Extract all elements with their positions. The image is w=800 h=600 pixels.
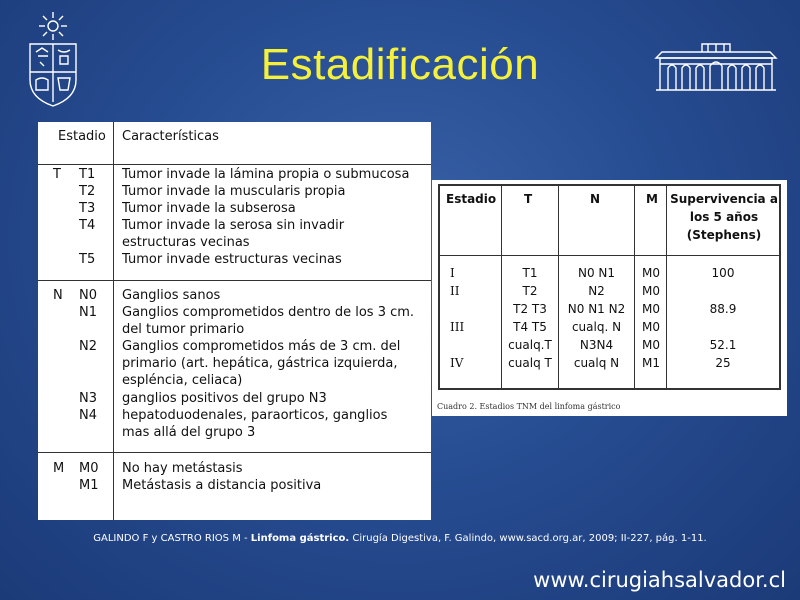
table-border (438, 388, 781, 390)
reference-source: Cirugía Digestiva, F. Galindo, www.sacd.org.ar, 2009; II-227, pág. 1-11. (349, 533, 707, 544)
row-code: T4 (79, 218, 96, 233)
row-desc: hepatoduodenales, paraorticos, ganglios (122, 408, 388, 423)
row-desc: Ganglios comprometidos más de 3 cm. del (122, 339, 401, 354)
column-divider (634, 184, 635, 390)
cell-m: M0 (642, 284, 660, 298)
cell-t: T2 T3 (513, 302, 547, 316)
header-m: M (646, 192, 658, 206)
cell-m: M0 (642, 320, 660, 334)
row-desc: primario (art. hepática, gástrica izquierda, (122, 356, 398, 371)
table-border (438, 255, 781, 256)
cell-estadio: II (450, 284, 460, 298)
row-desc: Tumor invade estructuras vecinas (122, 252, 342, 267)
cell-estadio: IV (450, 356, 464, 370)
tnm-stage-table (432, 180, 787, 416)
cell-estadio: I (450, 266, 455, 280)
header-survival: los 5 años (689, 210, 759, 224)
row-code: N1 (79, 305, 97, 320)
cell-estadio: III (450, 320, 465, 334)
row-code: M1 (79, 478, 99, 493)
header-caracteristicas: Características (122, 129, 219, 144)
cell-m: M1 (642, 356, 660, 370)
column-divider (113, 122, 114, 520)
table-border (438, 184, 781, 186)
header-estadio: Estadio (446, 192, 497, 206)
table-caption: Cuadro 2. Estadios TNM del linfoma gástrico (437, 402, 621, 411)
cell-m: M0 (642, 302, 660, 316)
cell-survival: 88.9 (709, 302, 737, 316)
row-code: N0 (79, 288, 97, 303)
row-desc: No hay metástasis (122, 461, 243, 476)
header-estadio: Estadio (58, 129, 106, 144)
section-letter-t: T (53, 167, 61, 182)
section-divider (38, 452, 431, 453)
cell-m: M0 (642, 266, 660, 280)
reference-article: Linfoma gástrico. (250, 533, 350, 544)
cell-t: T4 T5 (513, 320, 547, 334)
cell-t: cualq T (508, 356, 552, 370)
cell-t: T1 (522, 266, 538, 280)
row-desc: mas allá del grupo 3 (122, 425, 256, 440)
cell-m: M0 (642, 338, 660, 352)
row-desc: Ganglios sanos (122, 288, 221, 303)
website-url: www.cirugiahsalvador.cl (533, 568, 786, 592)
header-survival: Supervivencia a (670, 192, 778, 206)
row-desc: Metástasis a distancia positiva (122, 478, 322, 493)
slide-title: Estadificación (260, 40, 540, 89)
reference-authors: GALINDO F y CASTRO RIOS M - (93, 533, 251, 544)
reference-citation (0, 533, 800, 544)
cell-survival: 25 (715, 356, 731, 370)
row-code: T1 (79, 167, 96, 182)
section-letter-m: M (53, 461, 65, 476)
section-letter-n: N (53, 288, 63, 303)
cell-n: N0 N1 (577, 266, 616, 280)
row-code: M0 (79, 461, 99, 476)
row-code: T5 (79, 252, 96, 267)
row-desc: Tumor invade la muscularis propia (122, 184, 346, 199)
cell-n: N2 (588, 284, 605, 298)
row-desc: del tumor primario (122, 322, 245, 337)
row-desc: espléncia, celiaca) (122, 373, 243, 388)
row-desc: estructuras vecinas (122, 235, 250, 250)
row-desc: ganglios positivos del grupo N3 (122, 391, 327, 406)
cell-n: cualq N (573, 356, 620, 370)
cell-n: cualq. N (571, 320, 622, 334)
staging-characteristics-table (38, 122, 431, 520)
cell-n: N3N4 (579, 338, 614, 352)
row-code: T3 (79, 201, 96, 216)
table-border (438, 184, 440, 390)
header-n: N (590, 192, 601, 206)
cell-t: cualq.T (508, 338, 552, 352)
header-survival: (Stephens) (686, 228, 762, 242)
cell-n: N0 N1 N2 (567, 302, 626, 316)
cell-survival: 52.1 (709, 338, 737, 352)
row-desc: Tumor invade la lámina propia o submucosa (122, 167, 410, 182)
row-desc: Ganglios comprometidos dentro de los 3 cm. (122, 305, 415, 320)
row-code: N4 (79, 408, 97, 423)
row-code: N2 (79, 339, 97, 354)
section-divider (38, 280, 431, 281)
cell-t: T2 (522, 284, 538, 298)
row-code: T2 (79, 184, 96, 199)
cell-survival: 100 (711, 266, 735, 280)
row-desc: Tumor invade la subserosa (122, 201, 296, 216)
row-code: N3 (79, 391, 97, 406)
row-desc: Tumor invade la serosa sin invadir (122, 218, 345, 233)
header-t: T (524, 192, 533, 206)
